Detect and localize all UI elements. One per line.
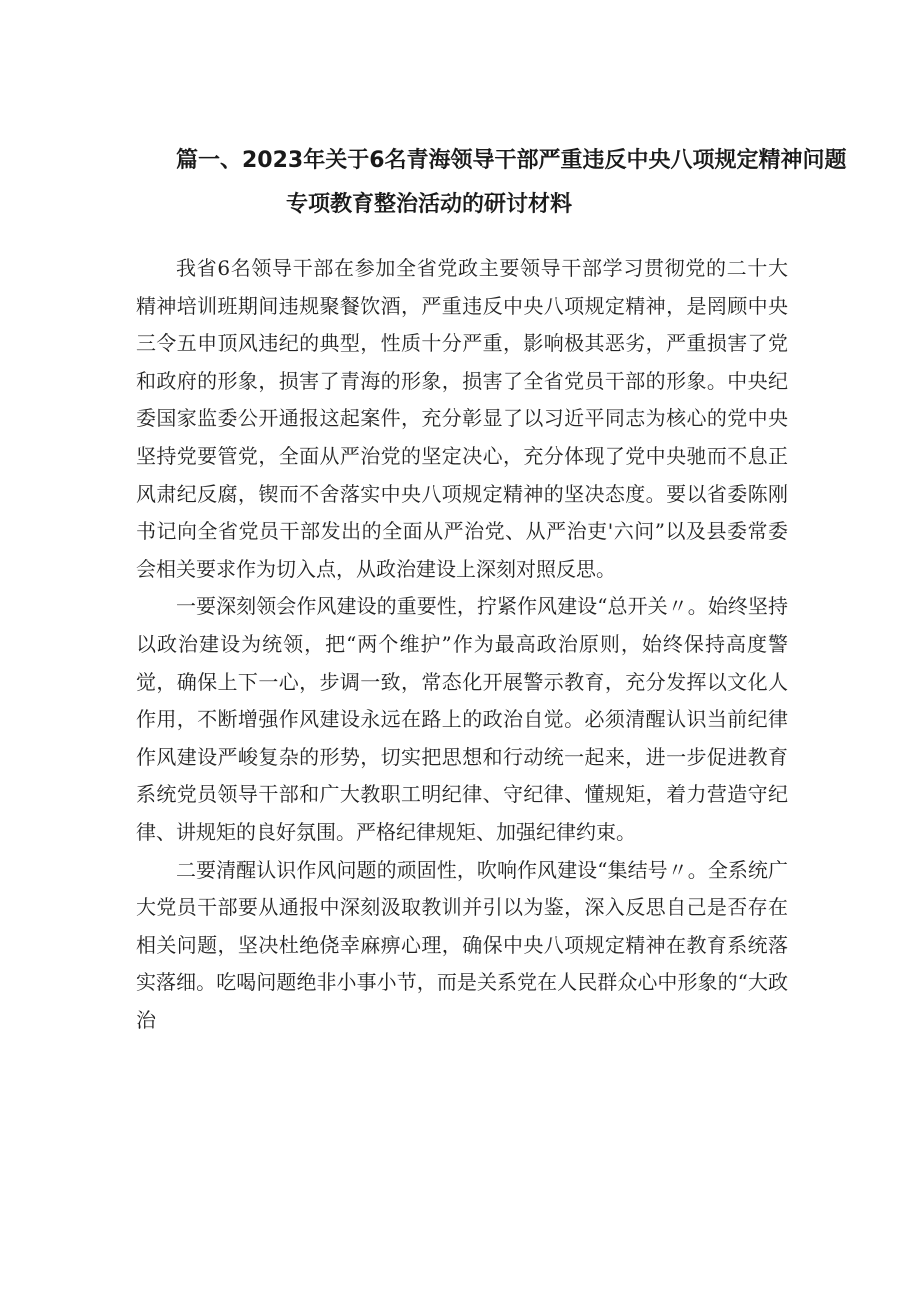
document-title-line-2: 专项教育整治活动的研讨材料 (286, 192, 573, 217)
paragraph-2: 一要深刻领会作风建设的重要性，拧紧作风建设“总开关〃。始终坚持以政治建设为统领，把“两个维护”作为最高政治原则，始终保持高度警觉，确保上下一心，步调一致，常态化开展警示教育，充分发挥以文化人作用，不断增强作风建设永远在路上的政治自觉。必须清醒认识当前纪律作风建设严峻复杂的形势，切实把思想和行动统一起来，进一步促进教育系统党员领导干部和广大教职工明纪律、守纪律、懂规矩，着力营造守纪律、讲规矩的良好氛围。严格纪律规矩、加强纪律约束。 (136, 594, 788, 844)
paragraph-1: 我省6名领导干部在参加全省党政主要领导干部学习贯彻党的二十大精神培训班期间违规聚餐饮酒，严重违反中央八项规定精神，是罔顾中央三令五申顶风违纪的典型，性质十分严重，影响极其恶劣，严重损害了党和政府的形象，损害了青海的形象，损害了全省党员干部的形象。中央纪委国家监委公开通报这起案件，充分彰显了以习近平同志为核心的党中央坚持党要管党，全面从严治党的坚定决心，充分体现了党中央驰而不息正风肃纪反腐，锲而不舍落实中央八项规定精神的坚决态度。要以省委陈刚书记向全省党员干部发出的全面从严治党、从严治吏'六问”以及县委常委会相关要求作为切入点，从政治建设上深刻对照反思。 (136, 256, 788, 581)
paragraph-3: 二要清醒认识作风问题的顽固性，吹响作风建设“集结号〃。全系统广大党员干部要从通报中深刻汲取教训并引以为鉴，深入反思自己是否存在相关问题，坚决杜绝侥幸麻痹心理，确保中央八项规定精神在教育系统落实落细。吃喝问题绝非小事小节，而是关系党在人民群众心中形象的“大政治 (136, 857, 788, 1032)
document-body (136, 250, 788, 1039)
document-title-line-1: 篇一、2023年关于6名青海领导干部严重违反中央八项规定精神问题 (176, 148, 847, 173)
